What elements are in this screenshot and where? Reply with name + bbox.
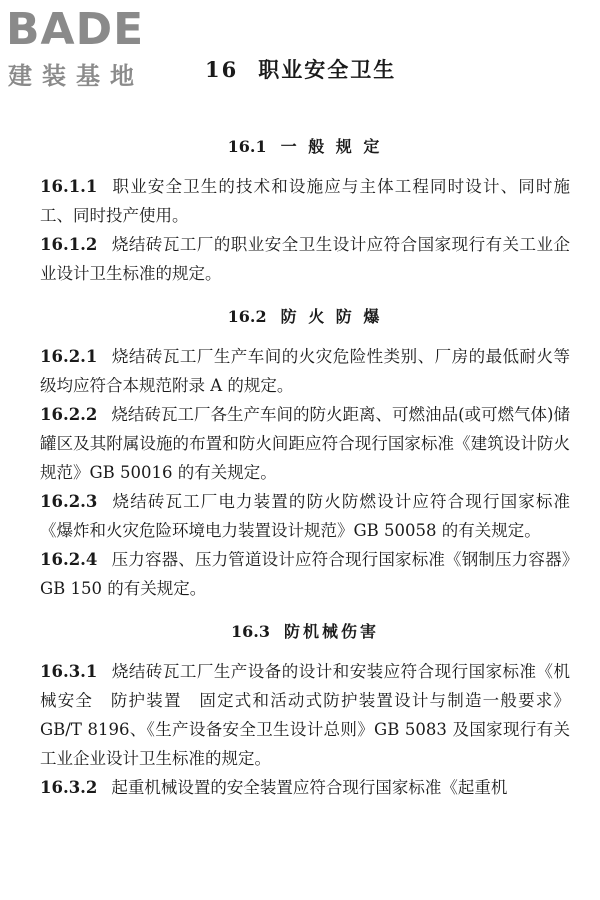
section-number: 16.2 bbox=[227, 307, 267, 326]
clause-text: 烧结砖瓦工厂电力装置的防火防燃设计应符合现行国家标准《爆炸和火灾危险环境电力装置设计规范》GB 50058 的有关规定。 bbox=[40, 492, 570, 540]
clause-number: 16.1.1 bbox=[40, 177, 98, 196]
clause-number: 16.2.1 bbox=[40, 347, 98, 366]
clause bbox=[40, 657, 570, 773]
section-heading bbox=[40, 617, 570, 647]
clause-number: 16.2.4 bbox=[40, 550, 98, 569]
chapter-name: 职业安全卫生 bbox=[258, 57, 397, 82]
section-number: 16.3 bbox=[231, 622, 270, 641]
clause-text: 压力容器、压力管道设计应符合现行国家标准《钢制压力容器》GB 150 的有关规定。 bbox=[40, 550, 570, 598]
clause-text: 烧结砖瓦工厂生产设备的设计和安装应符合现行国家标准《机械安全 防护装置 固定式和活动式防护装置设计与制造一般要求》GB/T 8196、《生产设备安全卫生设计总则》GB 5083 及国家现行有关工业企业设计卫生标准的规定。 bbox=[40, 662, 570, 768]
clause-text: 烧结砖瓦工厂生产车间的火灾危险性类别、厂房的最低耐火等级均应符合本规范附录 A 的规定。 bbox=[40, 347, 570, 395]
clause bbox=[40, 545, 570, 603]
section-title: 防 火 防 爆 bbox=[280, 307, 383, 326]
clause-text: 职业安全卫生的技术和设施应与主体工程同时设计、同时施工、同时投产使用。 bbox=[40, 177, 570, 225]
section-heading bbox=[40, 132, 570, 162]
chapter-title bbox=[205, 54, 396, 84]
clause-text: 烧结砖瓦工厂的职业安全卫生设计应符合国家现行有关工业企业设计卫生标准的规定。 bbox=[40, 235, 570, 283]
clause bbox=[40, 400, 570, 487]
clause-number: 16.3.2 bbox=[40, 778, 98, 797]
document-body bbox=[40, 118, 570, 802]
clause-text: 烧结砖瓦工厂各生产车间的防火距离、可燃油品(或可燃气体)储罐区及其附属设施的布置和防火间距应符合现行国家标准《建筑设计防火规范》GB 50016 的有关规定。 bbox=[40, 405, 570, 482]
clause-number: 16.3.1 bbox=[40, 662, 98, 681]
clause-number: 16.2.2 bbox=[40, 405, 98, 424]
clause bbox=[40, 773, 570, 802]
bade-logo bbox=[4, 6, 174, 96]
logo-brand: BADE bbox=[6, 4, 145, 55]
clause bbox=[40, 487, 570, 545]
section-heading bbox=[40, 302, 570, 332]
section-title: 防机械伤害 bbox=[283, 622, 379, 641]
clause bbox=[40, 172, 570, 230]
chapter-number: 16 bbox=[205, 57, 239, 82]
clause-text: 起重机械设置的安全装置应符合现行国家标准《起重机 bbox=[111, 778, 508, 797]
section-number: 16.1 bbox=[227, 137, 267, 156]
section-title: 一 般 规 定 bbox=[280, 137, 383, 156]
clause bbox=[40, 342, 570, 400]
clause-number: 16.2.3 bbox=[40, 492, 98, 511]
logo-subtitle: 建装基地 bbox=[8, 62, 144, 90]
clause bbox=[40, 230, 570, 288]
clause-number: 16.1.2 bbox=[40, 235, 98, 254]
